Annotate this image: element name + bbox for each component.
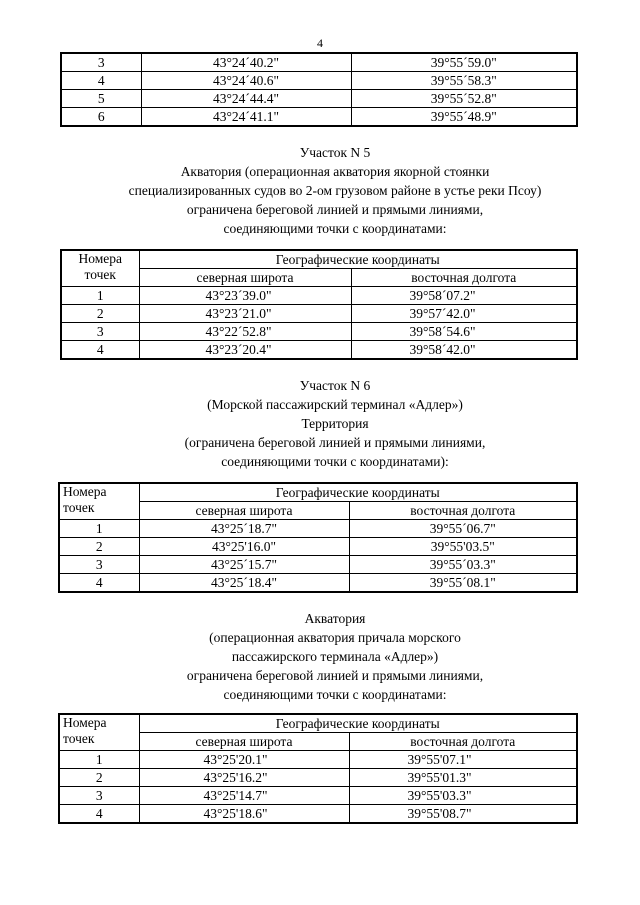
latitude-cell: 43°23´20.4"	[139, 341, 351, 360]
section5-coordinates-table	[60, 249, 578, 360]
section5-title: Участок N 5	[299, 145, 371, 160]
latitude-cell: 43°25'16.2"	[139, 769, 349, 787]
longitude-cell: 39°55´08.1"	[349, 574, 577, 593]
table-row	[59, 574, 577, 593]
latitude-cell: 43°24´40.6"	[141, 72, 351, 90]
point-number: 1	[59, 751, 139, 769]
aquatory-heading	[70, 609, 600, 704]
latitude-cell: 43°25'20.1"	[139, 751, 349, 769]
longitude-cell: 39°55'07.1"	[349, 751, 577, 769]
point-number: 4	[59, 574, 139, 593]
aquatory-line: соединяющими точки с координатами:	[223, 687, 447, 702]
latitude-header: северная широта	[139, 269, 351, 287]
longitude-cell: 39°58´07.2"	[351, 287, 577, 305]
longitude-header: восточная долгота	[349, 502, 577, 520]
latitude-cell: 43°23´21.0"	[139, 305, 351, 323]
aquatory-line: пассажирского терминала «Адлер»)	[231, 649, 439, 664]
longitude-cell: 39°55´52.8"	[351, 90, 577, 108]
point-number: 2	[61, 305, 139, 323]
point-number: 3	[61, 53, 141, 72]
longitude-header: восточная долгота	[351, 269, 577, 287]
section6-line: (Морской пассажирский терминал «Адлер»)	[207, 397, 463, 412]
point-number: 4	[61, 341, 139, 360]
section6-coordinates-table	[58, 482, 578, 593]
aquatory-line: ограничена береговой линией и прямыми линиями,	[186, 668, 484, 683]
aquatory-coordinates-table	[58, 713, 578, 824]
longitude-cell: 39°55'03.3"	[349, 787, 577, 805]
section5-line: специализированных судов во 2-ом грузовом районе в устье реки Псоу)	[128, 183, 542, 198]
page-number: 4	[317, 36, 323, 50]
latitude-cell: 43°25'14.7"	[139, 787, 349, 805]
longitude-cell: 39°55´58.3"	[351, 72, 577, 90]
points-header: Номера точек	[59, 714, 139, 751]
latitude-cell: 43°22´52.8"	[139, 323, 351, 341]
point-number: 2	[59, 538, 139, 556]
table-row	[59, 520, 577, 538]
table-row	[59, 769, 577, 787]
longitude-cell: 39°55´06.7"	[349, 520, 577, 538]
section5-heading	[70, 143, 600, 238]
latitude-header: северная широта	[139, 733, 349, 751]
table-row	[59, 556, 577, 574]
latitude-cell: 43°25'16.0"	[139, 538, 349, 556]
table-row	[59, 805, 577, 824]
point-number: 3	[59, 787, 139, 805]
point-number: 3	[59, 556, 139, 574]
point-number: 3	[61, 323, 139, 341]
table-row	[61, 305, 577, 323]
aquatory-line: (операционная акватория причала морского	[209, 630, 461, 645]
table-row	[59, 751, 577, 769]
latitude-cell: 43°25´18.7"	[139, 520, 349, 538]
aquatory-title: Акватория	[304, 611, 366, 626]
longitude-cell: 39°55'01.3"	[349, 769, 577, 787]
section5-line: ограничена береговой линией и прямыми линиями,	[186, 202, 484, 217]
table-row	[61, 287, 577, 305]
geo-coordinates-header: Географические координаты	[139, 714, 577, 733]
latitude-cell: 43°24´41.1"	[141, 108, 351, 127]
point-number: 4	[59, 805, 139, 824]
table-row	[61, 341, 577, 360]
latitude-cell: 43°24´44.4"	[141, 90, 351, 108]
table-row	[59, 787, 577, 805]
latitude-cell: 43°25'18.6"	[139, 805, 349, 824]
longitude-header: восточная долгота	[349, 733, 577, 751]
section5-line: Акватория (операционная акватория якорной стоянки	[180, 164, 490, 179]
latitude-cell: 43°23´39.0"	[139, 287, 351, 305]
points-header: Номера точек	[61, 250, 139, 287]
geo-coordinates-header: Географические координаты	[139, 483, 577, 502]
point-number: 6	[61, 108, 141, 127]
point-number: 5	[61, 90, 141, 108]
section5-line: соединяющими точки с координатами:	[223, 221, 447, 236]
geo-coordinates-header: Географические координаты	[139, 250, 577, 269]
section6-line: (ограничена береговой линией и прямыми линиями,	[184, 435, 486, 450]
section6-line: соединяющими точки с координатами):	[221, 454, 449, 469]
longitude-cell: 39°55´59.0"	[351, 53, 577, 72]
table-row	[59, 538, 577, 556]
point-number: 2	[59, 769, 139, 787]
table-row	[61, 323, 577, 341]
longitude-cell: 39°55'03.5"	[349, 538, 577, 556]
points-header: Номера точек	[59, 483, 139, 520]
longitude-cell: 39°55´03.3"	[349, 556, 577, 574]
longitude-cell: 39°58´42.0"	[351, 341, 577, 360]
point-number: 1	[61, 287, 139, 305]
table-row	[61, 53, 577, 72]
longitude-cell: 39°55'08.7"	[349, 805, 577, 824]
section6-line: Территория	[301, 416, 369, 431]
section6-heading	[70, 376, 600, 471]
top-coordinates-table	[60, 52, 578, 127]
longitude-cell: 39°58´54.6"	[351, 323, 577, 341]
latitude-header: северная широта	[139, 502, 349, 520]
section6-title: Участок N 6	[299, 378, 371, 393]
longitude-cell: 39°55´48.9"	[351, 108, 577, 127]
table-row	[61, 72, 577, 90]
latitude-cell: 43°25´18.4"	[139, 574, 349, 593]
latitude-cell: 43°24´40.2"	[141, 53, 351, 72]
point-number: 1	[59, 520, 139, 538]
latitude-cell: 43°25´15.7"	[139, 556, 349, 574]
table-row	[61, 90, 577, 108]
table-row	[61, 108, 577, 127]
longitude-cell: 39°57´42.0"	[351, 305, 577, 323]
point-number: 4	[61, 72, 141, 90]
